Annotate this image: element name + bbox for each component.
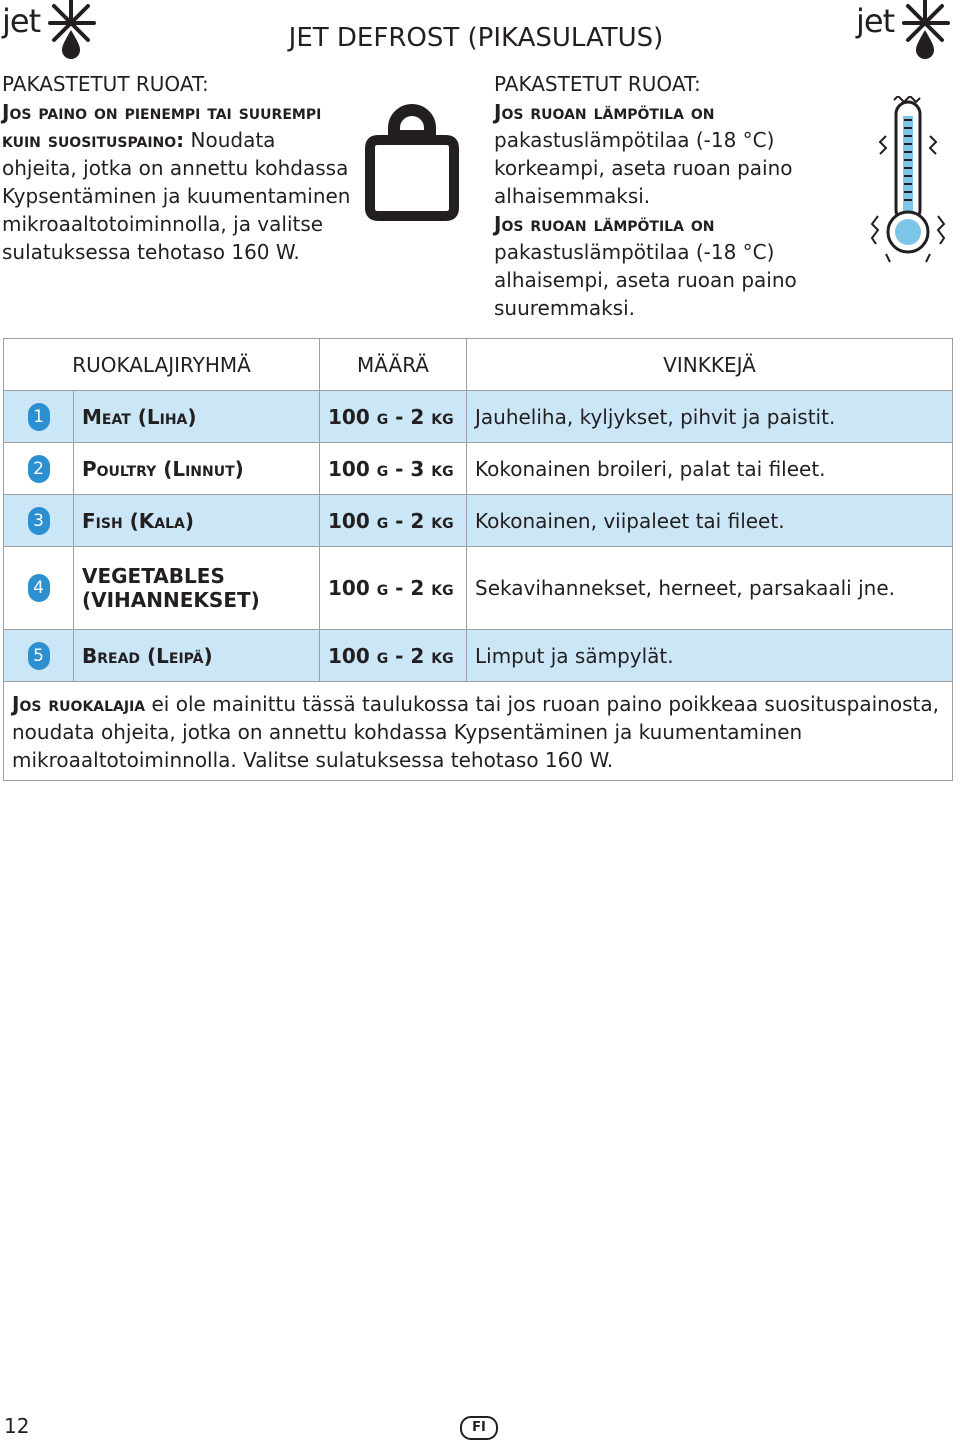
table-row (4, 391, 953, 443)
column-header-tips: VINKKEJÄ (467, 339, 953, 391)
page-title: JET DEFROST (PIKASULATUS) (288, 23, 664, 54)
tip-cell: Kokonainen broileri, palat tai fileet. (467, 443, 953, 495)
amount-cell: 100 g - 2 kg (320, 495, 467, 547)
row-number-badge: 1 (28, 403, 50, 431)
tip-cell: Sekavihannekset, herneet, parsakaali jne. (467, 547, 953, 630)
table-row (4, 443, 953, 495)
instruction-text-lower (494, 210, 874, 322)
column-header-category: RUOKALAJIRYHMÄ (4, 339, 320, 391)
section-heading: PAKASTETUT RUOAT: (2, 72, 209, 96)
footnote-text: ei ole mainittu tässä taulukossa tai jos ruoan paino poikkeaa suosituspainosta, noudata ohjeita, jotka on annettu kohdassa Kypsentäminen ja kuumentaminen mikroaaltotoiminnolla. Valitse sulatuksessa tehotaso 160 W. (12, 692, 939, 772)
amount-cell: 100 g - 2 kg (320, 630, 467, 682)
instruction-text (2, 98, 352, 266)
category-line: VEGETABLES (82, 564, 225, 588)
instruction-emphasis: Jos ruoan lämpötila on (494, 212, 715, 236)
language-badge: FI (460, 1416, 498, 1440)
section-heading: PAKASTETUT RUOAT: (494, 72, 701, 96)
amount-cell: 100 g - 3 kg (320, 443, 467, 495)
category-cell: Bread (Leipä) (74, 630, 320, 682)
row-number-cell (4, 495, 74, 547)
amount-cell: 100 g - 2 kg (320, 391, 467, 443)
category-cell: Meat (Liha) (74, 391, 320, 443)
category-cell: Fish (Kala) (74, 495, 320, 547)
category-cell (74, 547, 320, 630)
table-row (4, 495, 953, 547)
tip-cell: Jauheliha, kyljykset, pihvit ja paistit. (467, 391, 953, 443)
tip-cell: Kokonainen, viipaleet tai fileet. (467, 495, 953, 547)
row-number-cell (4, 547, 74, 630)
weight-icon (364, 100, 460, 224)
amount-cell: 100 g - 2 kg (320, 547, 467, 630)
weight-instructions (2, 70, 352, 266)
row-number-badge: 4 (28, 574, 50, 602)
temperature-instructions (494, 70, 874, 322)
tip-cell: Limput ja sämpylät. (467, 630, 953, 682)
instruction-text-higher (494, 98, 874, 210)
row-number-badge: 5 (28, 642, 50, 670)
table-row (4, 547, 953, 630)
category-line: (VIHANNEKSET) (82, 588, 260, 612)
row-number-cell (4, 443, 74, 495)
instruction-body: Noudata ohjeita, jotka on annettu kohdassa Kypsentäminen ja kuumentaminen mikroaaltotoiminnolla, ja valitse sulatuksessa tehotaso 160 W. (2, 128, 351, 264)
footnote-emphasis: Jos ruokalajia (12, 692, 146, 716)
row-number-cell (4, 391, 74, 443)
instruction-body: pakastuslämpötilaa (-18 °C) korkeampi, aseta ruoan paino alhaisemmaksi. (494, 128, 793, 208)
row-number-badge: 2 (28, 455, 50, 483)
instruction-emphasis: Jos ruoan lämpötila on (494, 100, 715, 124)
table-header-row (4, 339, 953, 391)
category-cell: Poultry (Linnut) (74, 443, 320, 495)
table-row (4, 630, 953, 682)
instruction-emphasis: Jos paino on pienempi tai suurempi kuin suosituspaino: (2, 100, 322, 152)
page-number: 12 (4, 1414, 30, 1438)
logo-text: jet (856, 2, 895, 40)
row-number-badge: 3 (28, 507, 50, 535)
table-footer-row (4, 682, 953, 781)
column-header-amount: MÄÄRÄ (320, 339, 467, 391)
thermometer-frost-icon (868, 96, 954, 268)
row-number-cell (4, 630, 74, 682)
table-footnote (4, 682, 953, 781)
defrost-food-table (3, 338, 953, 781)
instruction-body: pakastuslämpötilaa (-18 °C) alhaisempi, aseta ruoan paino suuremmaksi. (494, 240, 797, 320)
logo-text: jet (2, 2, 41, 40)
